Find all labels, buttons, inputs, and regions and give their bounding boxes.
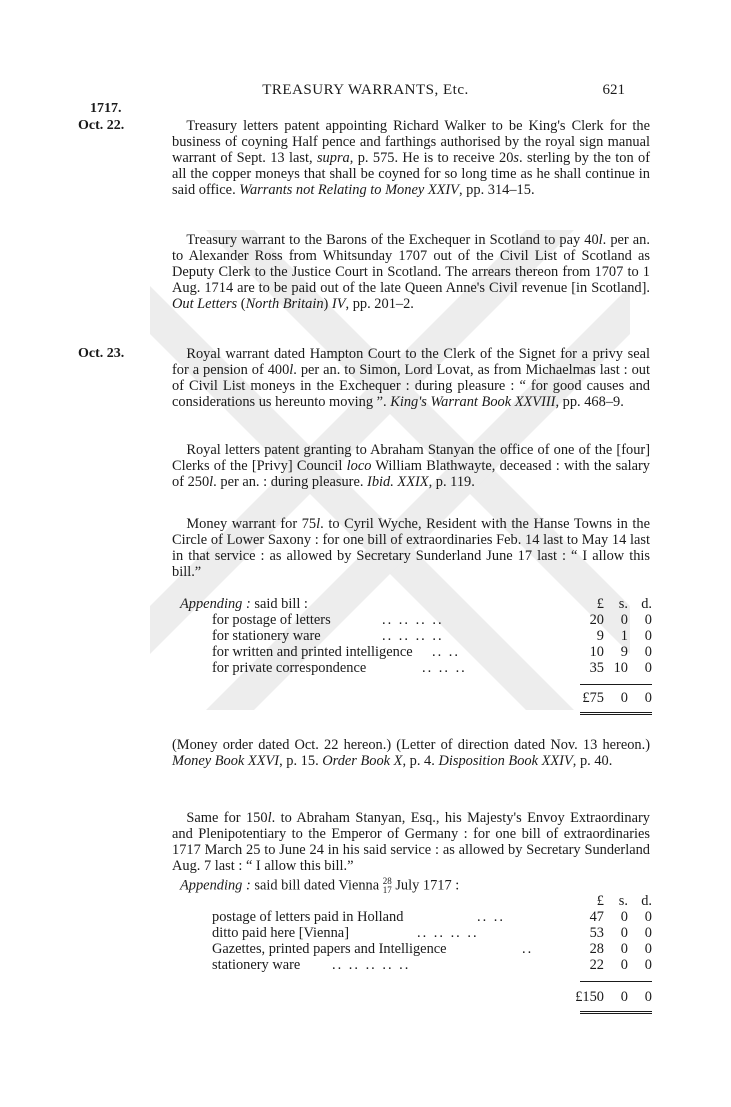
- total-double-rule: [580, 1011, 652, 1014]
- entry-walker: Treasury letters patent appointing Richard Walker to be King's Clerk for the business of coyning Half pence and farthings authorised by the royal sign manual warrant of Sept. 13 last, supra, p. 575. He is to receive 20s. sterling by the ton of all the copper moneys that shall be coyned for so long time as he shall continue in said office. Warrants not Relating to Money XXIV, pp. 314–15.: [172, 118, 650, 198]
- entry-ross: Treasury warrant to the Barons of the Exchequer in Scotland to pay 40l. per an. to Alexander Ross from Whitsunday 1707 out of the Civil List of Scotland as Deputy Clerk to the Justice Court in Scotland. The arrears thereon from 1707 to 1 Aug. 1714 are to be paid out of the late Queen Anne's Civil revenue [in Scotland]. Out Letters (North Britain) IV, pp. 201–2.: [172, 232, 650, 312]
- ledger-row: stationery ware .. .. .. .. .. 22 0 0: [212, 957, 652, 973]
- unit-shillings: s.: [618, 893, 628, 909]
- ledger-row: for stationery ware .. .. .. .. 9 1 0: [212, 628, 652, 644]
- ledger-row: Gazettes, printed papers and Intelligence .. 28 0 0: [212, 941, 652, 957]
- entry-stanyan-envoy: Same for 150l. to Abraham Stanyan, Esq., his Majesty's Envoy Extraordinary and Plenipotentiary to the Emperor of Germany : for one bill of extraordinaries 1717 March 25 to June 24 in his said service : as allowed by Secretary Sunderland Aug. 7 last : “ I allow this bill.”: [172, 810, 650, 874]
- page-title: TREASURY WARRANTS, Etc.: [262, 82, 469, 98]
- ledger-stanyan: [172, 876, 652, 1005]
- unit-pence: d.: [641, 893, 652, 909]
- ledger-wyche: [172, 596, 652, 706]
- unit-pence: d.: [641, 596, 652, 612]
- ledger-row: for private correspondence .. .. .. 35 10 0: [212, 660, 652, 676]
- page-number: 621: [602, 82, 625, 98]
- appending-label: Appending : said bill :: [180, 596, 308, 612]
- ledger-units-row: [172, 893, 652, 909]
- total-double-rule: [580, 712, 652, 715]
- ledger-header-row: [172, 596, 652, 612]
- entry-wyche-refs: (Money order dated Oct. 22 hereon.) (Letter of direction dated Nov. 13 hereon.) Money Book XXVI, p. 15. Order Book X, p. 4. Disposition Book XXIV, p. 40.: [172, 737, 650, 769]
- ledger-total-row: £150 0 0: [575, 989, 652, 1005]
- ledger-header-row: [172, 877, 652, 893]
- appending-label: Appending : said bill dated Vienna 28 17 July 1717 :: [180, 876, 460, 895]
- date-oct-23: Oct. 23.: [78, 346, 125, 361]
- year-label: 1717.: [90, 101, 122, 116]
- entry-lovat: Royal warrant dated Hampton Court to the Clerk of the Signet for a privy seal for a pension of 400l. per an. to Simon, Lord Lovat, as from Michaelmas last : out of Civil List moneys in the Exchequer : during pleasure : “ for good causes and considerations us hereunto moving ”. King's Warrant Book XXVIII, pp. 468–9.: [172, 346, 650, 410]
- ledger-row: ditto paid here [Vienna] .. .. .. .. 53 0 0: [212, 925, 652, 941]
- date-oct-22: Oct. 22.: [78, 118, 125, 133]
- unit-pounds: £: [596, 596, 604, 612]
- sum-rule: [580, 684, 652, 685]
- entry-wyche: Money warrant for 75l. to Cyril Wyche, Resident with the Hanse Towns in the Circle of Lower Saxony : for one bill of extraordinaries Feb. 14 last to May 14 last in that service : as allowed by Secretary Sunderland June 17 last : “ I allow this bill.”: [172, 516, 650, 580]
- ledger-row: postage of letters paid in Holland .. .. 47 0 0: [212, 909, 652, 925]
- unit-shillings: s.: [618, 596, 628, 612]
- entry-stanyan-clerk: Royal letters patent granting to Abraham Stanyan the office of one of the [four] Clerks of the [Privy] Council loco William Blathwayte, deceased : with the salary of 250l. per an. : during pleasure. Ibid. XXIX, p. 119.: [172, 442, 650, 490]
- ledger-row: for written and printed intelligence .. .. 10 9 0: [212, 644, 652, 660]
- sum-rule: [580, 981, 652, 982]
- ledger-total-row: £75 0 0: [582, 690, 652, 706]
- date-fraction: 28 17: [382, 876, 392, 895]
- unit-pounds: £: [596, 893, 604, 909]
- ledger-row: for postage of letters .. .. .. .. 20 0 0: [212, 612, 652, 628]
